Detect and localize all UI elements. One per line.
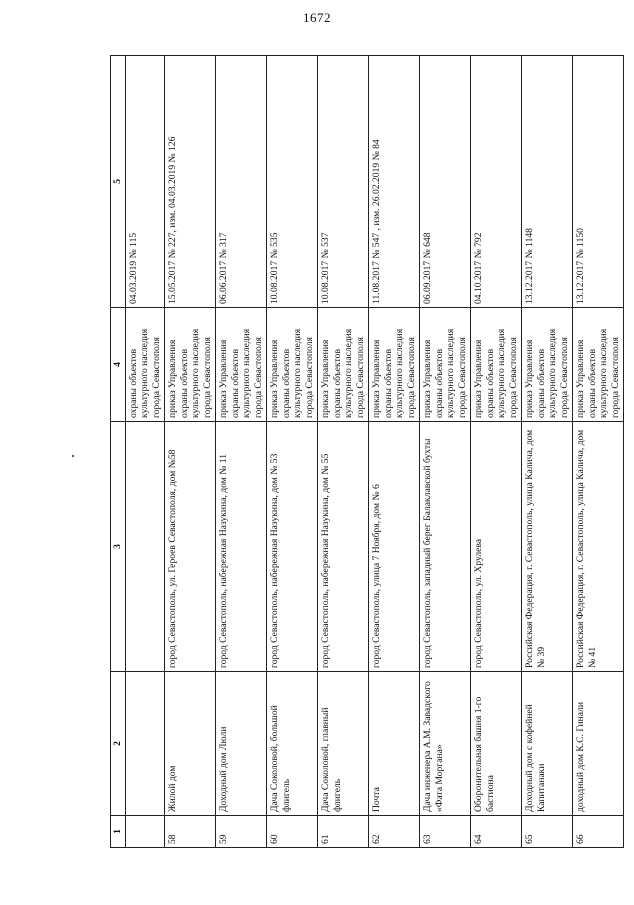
rotated-table-wrapper	[110, 55, 621, 848]
protection-document-cell: приказ Управления охраны объектов культурного наследия города Севастополя	[318, 308, 369, 422]
row-number-cell: 64	[471, 816, 522, 848]
column-header: 4	[111, 308, 126, 422]
table-row	[216, 56, 267, 848]
column-header: 5	[111, 56, 126, 308]
object-address-cell: город Севастополь, ул. Хрулева	[471, 422, 522, 672]
object-address-cell: город Севастополь, набережная Назукина, дом № 55	[318, 422, 369, 672]
table-row	[369, 56, 420, 848]
object-name-cell: Доходный дом с кофейней Капитанаки	[522, 672, 573, 816]
document-date-cell: 06.06.2017 № 317	[216, 56, 267, 308]
table-row	[267, 56, 318, 848]
scan-speck	[72, 455, 74, 457]
column-header: 2	[111, 672, 126, 816]
object-name-cell: Жилой дом	[165, 672, 216, 816]
table-row	[522, 56, 573, 848]
heritage-registry-table	[110, 55, 624, 848]
protection-document-cell: приказ Управления охраны объектов культурного наследия города Севастополя	[522, 308, 573, 422]
row-number-cell: 66	[573, 816, 624, 848]
column-header: 1	[111, 816, 126, 848]
document-date-cell: 06.09.2017 № 648	[420, 56, 471, 308]
protection-document-cell: приказ Управления охраны объектов культурного наследия города Севастополя	[165, 308, 216, 422]
object-name-cell: Дача Соколовой, главный флигель	[318, 672, 369, 816]
protection-document-cell: охраны объектов культурного наследия города Севастополя	[125, 308, 165, 422]
table-row	[318, 56, 369, 848]
protection-document-cell: приказ Управления охраны объектов культурного наследия города Севастополя	[216, 308, 267, 422]
object-name-cell	[125, 672, 165, 816]
column-header-row	[111, 56, 126, 848]
document-date-cell: 11.08.2017 № 547 , изм. 26.02.2019 № 84	[369, 56, 420, 308]
object-address-cell: город Севастополь, набережная Назукина, дом № 53	[267, 422, 318, 672]
object-address-cell: город Севастополь, набережная Назукина, дом № 11	[216, 422, 267, 672]
table-row	[165, 56, 216, 848]
object-address-cell: город Севастополь, ул. Героев Севастополя, дом №58	[165, 422, 216, 672]
document-date-cell: 04.03.2019 № 115	[125, 56, 165, 308]
row-number-cell	[125, 816, 165, 848]
protection-document-cell: приказ Управления охраны объектов культурного наследия города Севастополя	[573, 308, 624, 422]
document-date-cell: 10.08.2017 № 535	[267, 56, 318, 308]
object-name-cell: Дача инженера А.М. Завадского «Фата Моргана»	[420, 672, 471, 816]
row-number-cell: 63	[420, 816, 471, 848]
object-name-cell: Дача Соколовой, большой флигель	[267, 672, 318, 816]
row-number-cell: 58	[165, 816, 216, 848]
row-number-cell: 61	[318, 816, 369, 848]
object-address-cell: Российская Федерация, г. Севастополь, улица Калича, дом № 39	[522, 422, 573, 672]
protection-document-cell: приказ Управления охраны объектов культурного наследия города Севастополя	[471, 308, 522, 422]
object-name-cell: Почта	[369, 672, 420, 816]
row-number-cell: 62	[369, 816, 420, 848]
object-name-cell: Оборонительная башня 1-го бастиона	[471, 672, 522, 816]
document-date-cell: 13.12.2017 № 1148	[522, 56, 573, 308]
object-name-cell: доходный дом К.С. Гинали	[573, 672, 624, 816]
document-date-cell: 13.12.2017 № 1150	[573, 56, 624, 308]
document-date-cell: 15.05.2017 № 227, изм. 04.03.2019 № 126	[165, 56, 216, 308]
protection-document-cell: приказ Управления охраны объектов культурного наследия города Севастополя	[267, 308, 318, 422]
document-date-cell: 04.10.2017 № 792	[471, 56, 522, 308]
object-address-cell: город Севастополь, улица 7 Ноября, дом № 6	[369, 422, 420, 672]
document-date-cell: 10.08.2017 № 537	[318, 56, 369, 308]
column-header: 3	[111, 422, 126, 672]
page-number: 1672	[303, 10, 331, 25]
protection-document-cell: приказ Управления охраны объектов культурного наследия города Севастополя	[420, 308, 471, 422]
protection-document-cell: приказ Управления охраны объектов культурного наследия города Севастополя	[369, 308, 420, 422]
rotated-table-frame	[110, 55, 621, 848]
object-name-cell: Доходный дом Люли	[216, 672, 267, 816]
object-address-cell: город Севастополь, западный берег Балаклавской бухты	[420, 422, 471, 672]
table-row	[125, 56, 165, 848]
object-address-cell: Российская Федерация, г. Севастополь, улица Калича, дом № 41	[573, 422, 624, 672]
table-row	[471, 56, 522, 848]
object-address-cell	[125, 422, 165, 672]
table-row	[420, 56, 471, 848]
row-number-cell: 60	[267, 816, 318, 848]
row-number-cell: 59	[216, 816, 267, 848]
table-row	[573, 56, 624, 848]
row-number-cell: 65	[522, 816, 573, 848]
